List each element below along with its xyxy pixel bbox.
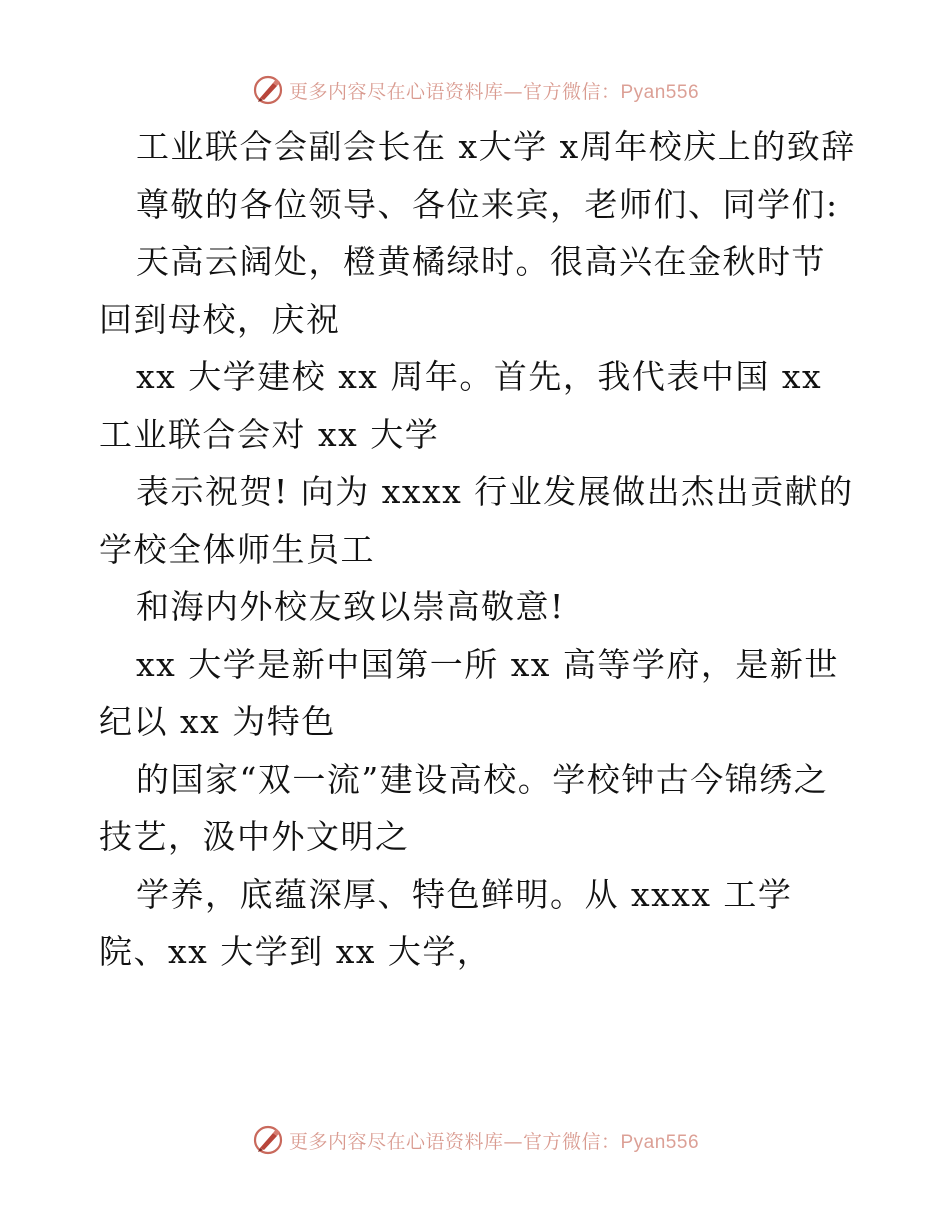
salutation: 尊敬的各位领导、各位来宾，老师们、同学们: [136, 184, 839, 224]
paragraph: 天高云阔处，橙黄橘绿时。很高兴在金秋时节回到母校，庆祝 [99, 242, 826, 339]
paragraph: 的国家“双一流”建设高校。学校钟古今锦绣之技艺，汲中外文明之 [99, 759, 829, 856]
paragraph: xx 大学建校 xx 周年。首先，我代表中国 xx 工业联合会对 xx 大学 [99, 357, 823, 454]
document-title: 工业联合会副会长在 x大学 x周年校庆上的致辞 [136, 127, 856, 166]
footer-watermark [0, 1120, 950, 1160]
document-body [99, 118, 859, 981]
watermark-handle: Pyan556 [620, 1131, 700, 1153]
paragraph: 表示祝贺! 向为 xxxx 行业发展做出杰出贡献的学校全体师生员工 [99, 472, 854, 569]
header-watermark [0, 70, 950, 110]
pen-logo-icon [251, 1123, 285, 1157]
paragraph: xx 大学是新中国第一所 xx 高等学府，是新世纪以 xx 为特色 [99, 644, 839, 741]
paragraph: 学养，底蕴深厚、特色鲜明。从 xxxx 工学院、xx 大学到 xx 大学， [99, 874, 793, 971]
watermark-text: 更多内容尽在心语资料库—官方微信： [288, 80, 621, 103]
pen-logo-icon [251, 73, 285, 107]
paragraph: 和海内外校友致以崇高敬意! [136, 587, 565, 626]
watermark-handle: Pyan556 [620, 81, 700, 103]
watermark-text: 更多内容尽在心语资料库—官方微信： [288, 1130, 621, 1153]
